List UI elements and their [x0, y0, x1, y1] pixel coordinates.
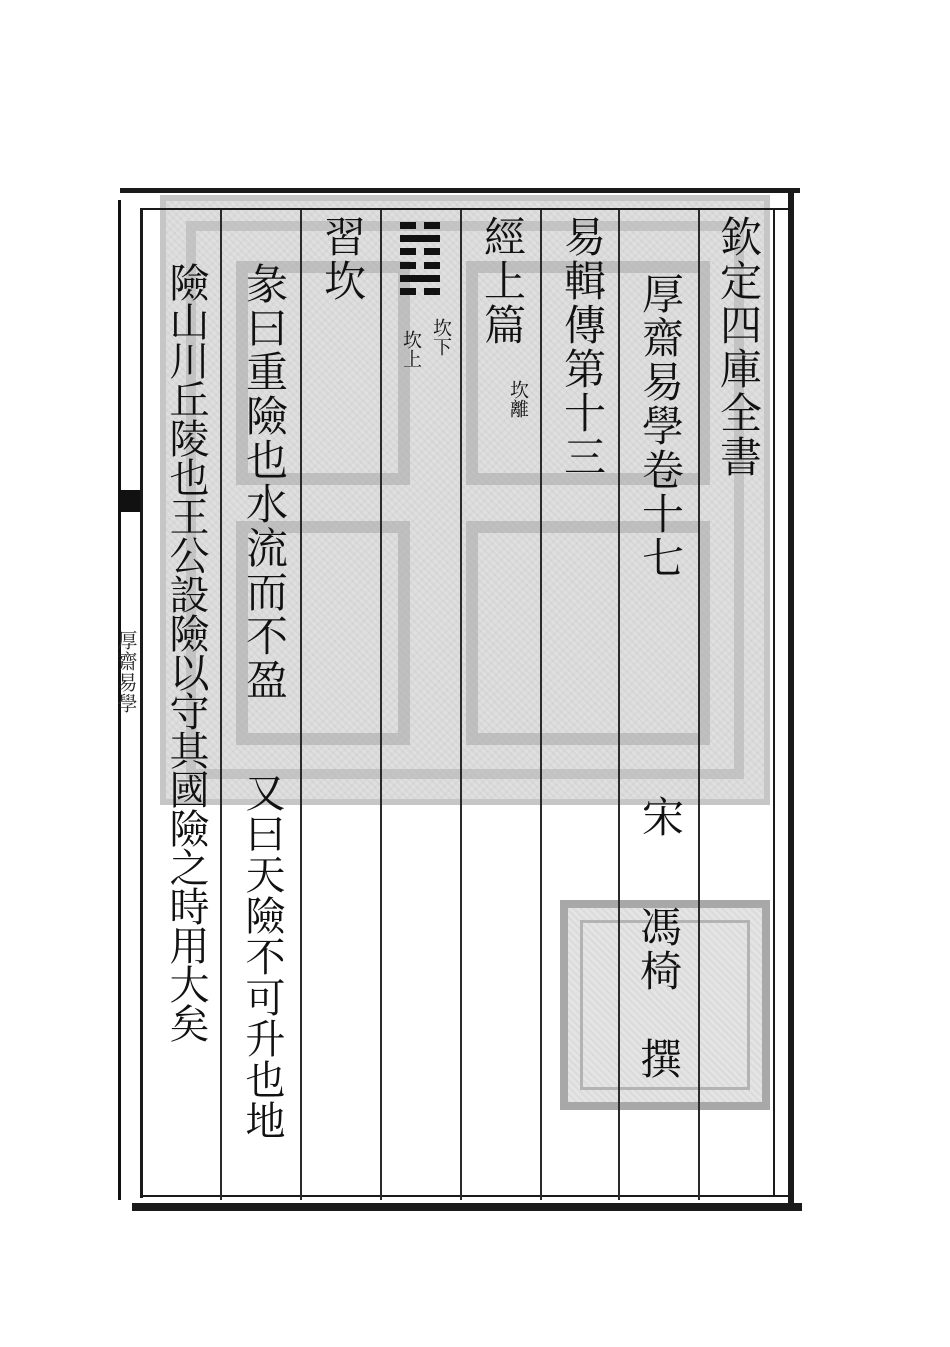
column-rule — [300, 210, 302, 1200]
frame-bottom-rule — [132, 1203, 802, 1211]
dynasty-label: 宋 — [636, 795, 685, 839]
hexagram-symbol — [400, 222, 440, 297]
binding-edge-mark — [118, 490, 140, 512]
commentary-line-3: 險山川丘陵也王公設險以守其國險之時用大矣 — [163, 262, 209, 1042]
column-rule — [698, 210, 700, 1200]
trigram-upper: 坎上 — [400, 330, 422, 368]
author-line: 馮椅 撰 — [634, 905, 683, 1081]
column-rule — [618, 210, 620, 1200]
commentary-line-2: 又曰天險不可升也地 — [239, 772, 285, 1141]
frame-bottom-thin — [140, 1195, 790, 1197]
frame-top-thin — [140, 208, 790, 210]
commentary-line-1: 彖曰重險也水流而不盈 — [240, 262, 289, 702]
margin-label: 厚齋易學 — [114, 630, 138, 714]
trigram-lower: 坎下 — [430, 318, 452, 356]
frame-top-rule — [120, 188, 800, 193]
frame-right-thin — [773, 208, 775, 1196]
column-rule — [220, 210, 222, 1200]
column-rule — [540, 210, 542, 1200]
collection-title: 欽定四庫全書 — [714, 215, 763, 479]
section-title: 經上篇 — [478, 215, 527, 347]
section-note: 坎離 — [507, 380, 529, 418]
column-rule — [380, 210, 382, 1200]
chapter-title: 易輯傳第十三 — [558, 215, 607, 479]
book-title-volume: 厚齋易學卷十七 — [636, 272, 685, 580]
frame-right-rule — [788, 192, 794, 1210]
column-rule — [460, 210, 462, 1200]
hexagram-name: 習坎 — [318, 215, 367, 303]
